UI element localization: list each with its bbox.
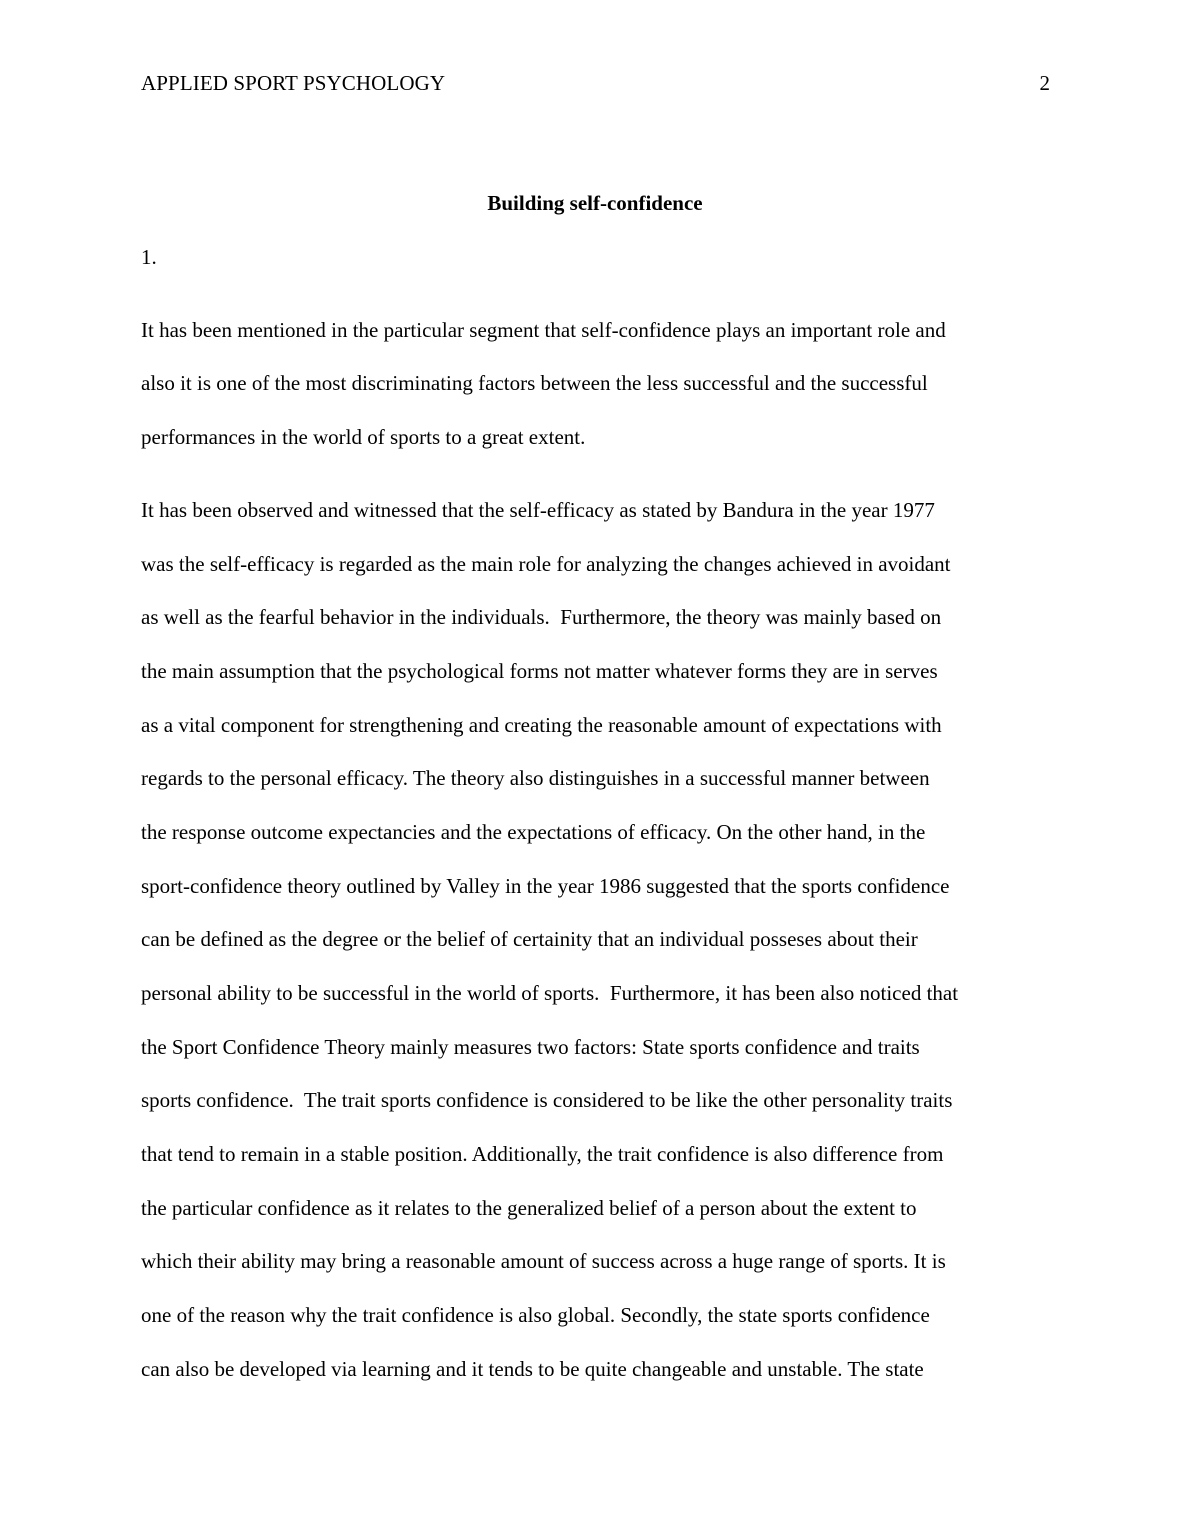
page-number: 2 [1039, 71, 1050, 95]
paragraph-line: sports confidence. The trait sports confidence is considered to be like the other personality traits [141, 1088, 953, 1112]
paragraph-line: can also be developed via learning and it tends to be quite changeable and unstable. The state [141, 1357, 924, 1381]
paragraph-line: sport-confidence theory outlined by Valley in the year 1986 suggested that the sports confidence [141, 874, 950, 898]
paragraph-line: performances in the world of sports to a great extent. [141, 425, 586, 449]
paragraph-line: personal ability to be successful in the world of sports. Furthermore, it has been also noticed that [141, 981, 959, 1005]
paragraph-line: was the self-efficacy is regarded as the main role for analyzing the changes achieved in avoidant [141, 552, 951, 576]
paragraph-line: the Sport Confidence Theory mainly measures two factors: State sports confidence and traits [141, 1035, 920, 1059]
paragraph-line: It has been observed and witnessed that the self-efficacy as stated by Bandura in the year 1977 [141, 498, 935, 522]
running-head: APPLIED SPORT PSYCHOLOGY [141, 71, 446, 95]
paragraph-line: as a vital component for strengthening and creating the reasonable amount of expectations with [141, 713, 942, 737]
paragraph-line: that tend to remain in a stable position. Additionally, the trait confidence is also difference from [141, 1142, 944, 1166]
paragraph-line: which their ability may bring a reasonable amount of success across a huge range of sports. It is [141, 1249, 946, 1273]
paragraph-line: one of the reason why the trait confidence is also global. Secondly, the state sports confidence [141, 1303, 930, 1327]
paragraph-line: It has been mentioned in the particular segment that self-confidence plays an important role and [141, 318, 946, 342]
section-title: Building self-confidence [487, 191, 703, 215]
paragraph-line: the response outcome expectancies and the expectations of efficacy. On the other hand, in the [141, 820, 926, 844]
paragraph-line: regards to the personal efficacy. The theory also distinguishes in a successful manner between [141, 766, 930, 790]
paragraph-line: the particular confidence as it relates to the generalized belief of a person about the extent to [141, 1196, 917, 1220]
paragraph-line: as well as the fearful behavior in the individuals. Furthermore, the theory was mainly based on [141, 605, 942, 629]
paragraph-line: the main assumption that the psychological forms not matter whatever forms they are in serves [141, 659, 938, 683]
section-number: 1. [141, 245, 157, 269]
paragraph-line: also it is one of the most discriminating factors between the less successful and the successful [141, 371, 928, 395]
paragraph-line: can be defined as the degree or the belief of certainity that an individual posseses about their [141, 927, 918, 951]
